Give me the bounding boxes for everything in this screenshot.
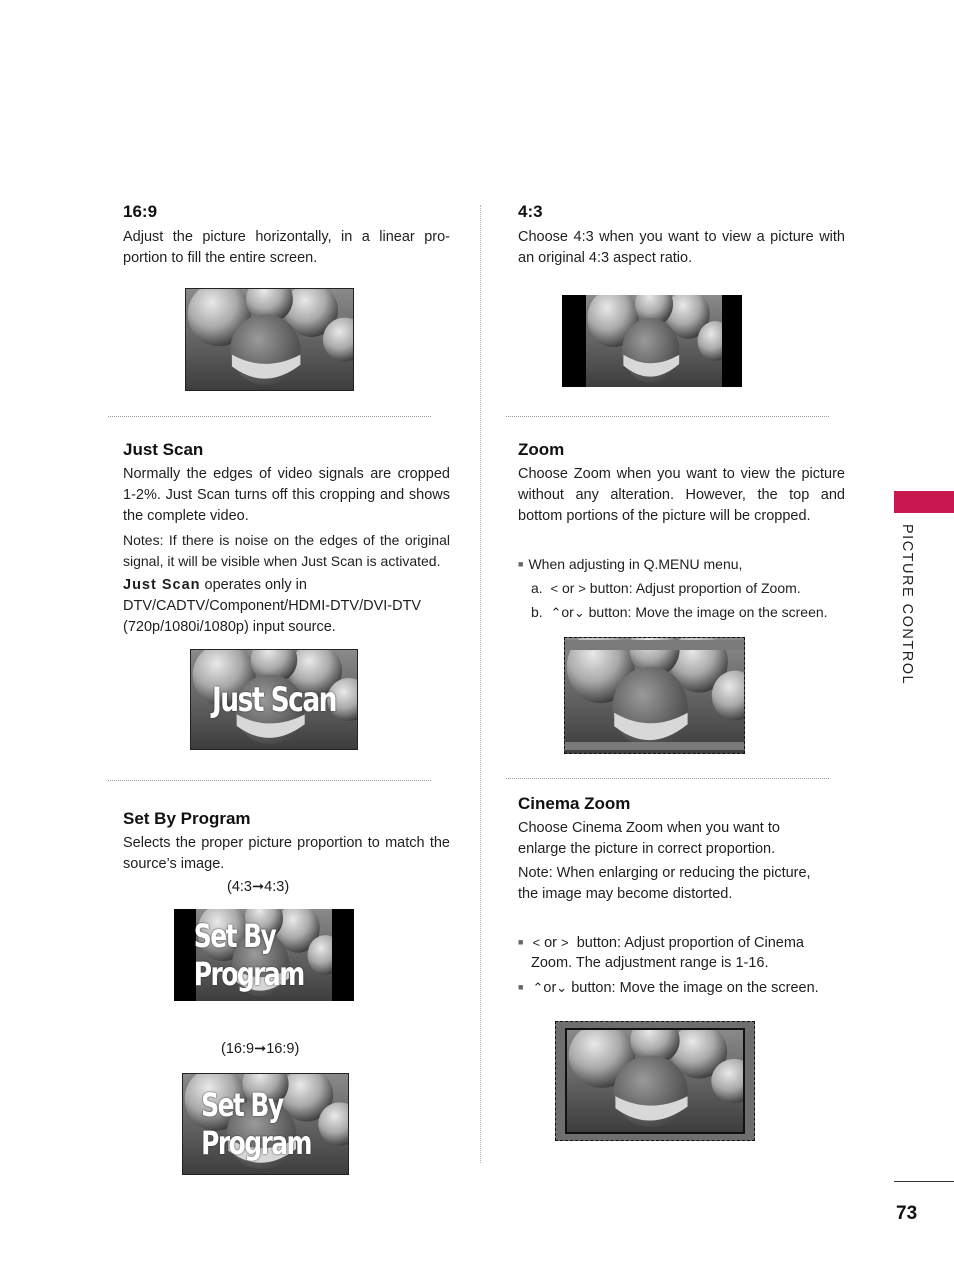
zoom-top-band — [565, 640, 744, 650]
image-set-by-program-16-9 — [182, 1073, 349, 1175]
image-just-scan — [190, 649, 358, 750]
just-scan-overlay-text: Just Scan — [211, 679, 336, 720]
bullet-square-icon: ■ — [518, 937, 524, 947]
right-arrow-icon: > — [578, 581, 586, 596]
caption-4-3-to: 4:3) — [264, 879, 290, 895]
heading-4-3: 4:3 — [518, 202, 543, 221]
bullet-square-icon: ■ — [518, 982, 524, 992]
image-zoom — [564, 637, 745, 754]
zoom-item-b-prefix: b. — [531, 604, 543, 620]
heading-zoom: Zoom — [518, 440, 565, 459]
arrow-icon: ➞ — [254, 1041, 267, 1057]
left-arrow-icon: < — [532, 935, 541, 950]
body-set-by-program: Selects the proper picture proportion to match the source’s image. — [123, 835, 450, 872]
up-arrow-icon: ⌃ — [532, 980, 544, 995]
caption-16-9-to: 16:9) — [266, 1041, 300, 1057]
image-set-by-program-4-3 — [174, 909, 354, 1001]
caption-16-9-from: (16:9 — [221, 1041, 255, 1057]
caption-16-9 — [221, 1041, 299, 1057]
body-cinema-zoom — [518, 818, 848, 860]
down-arrow-icon: ⌄ — [556, 980, 568, 995]
image-cinema-zoom — [555, 1021, 755, 1141]
just-scan-sources — [123, 575, 458, 638]
or-text: or — [561, 580, 575, 596]
heading-cinema-zoom: Cinema Zoom — [518, 794, 631, 813]
zoom-item-b-text: button: Move the image on the screen. — [588, 604, 828, 620]
cinema-zoom-note-line2: the image may become distorted. — [518, 886, 733, 902]
separator — [506, 416, 829, 417]
body-zoom: Choose Zoom when you want to view the picture without any alteration. However, the top and bottom portions of the picture will be cropped. — [518, 466, 845, 524]
note-just-scan: Notes: If there is noise on the edges of the original signal, it will be visible when Just Scan is activated. — [123, 532, 450, 569]
cinema-zoom-bullet-1-line1: button: Adjust proportion of Cinema — [576, 935, 804, 951]
body-16-9: Adjust the picture horizontally, in a linear pro-portion to fill the entire screen. — [123, 229, 450, 266]
image-4-3 — [562, 295, 742, 387]
separator — [506, 778, 829, 779]
or-text: or — [543, 980, 557, 996]
set-by-program-overlay-text: Set By Program — [193, 917, 304, 993]
cinema-zoom-bullet-1 — [518, 932, 853, 954]
separator — [108, 780, 431, 781]
body-4-3: Choose 4:3 when you want to view a picture with an original 4:3 aspect ratio. — [518, 229, 845, 266]
or-text: or — [561, 604, 574, 620]
section-tab-marker — [894, 491, 954, 513]
column-divider — [480, 205, 481, 1163]
zoom-item-a-text: button: Adjust proportion of Zoom. — [589, 580, 801, 596]
cinema-zoom-bullet-2-text: button: Move the image on the screen. — [571, 980, 819, 996]
section-tab-label: PICTURE CONTROL — [899, 524, 915, 686]
page-number: 73 — [896, 1203, 918, 1224]
up-arrow-icon: ⌃ — [550, 605, 562, 620]
image-16-9 — [185, 288, 354, 391]
zoom-bullet — [518, 554, 858, 575]
separator — [108, 416, 431, 417]
heading-16-9: 16:9 — [123, 202, 158, 221]
left-arrow-icon: < — [550, 581, 559, 596]
zoom-item-b — [531, 602, 861, 623]
note-cinema-zoom — [518, 863, 848, 905]
or-text: or — [544, 935, 557, 951]
cinema-zoom-bullet-1-cont: Zoom. The adjustment range is 1-16. — [531, 955, 769, 971]
caption-4-3-from: (4:3 — [227, 879, 252, 895]
body-just-scan: Normally the edges of video signals are cropped 1-2%. Just Scan turns off this cropping and shows the complete video. — [123, 466, 450, 524]
cinema-zoom-body-line2: enlarge the picture in correct proportion. — [518, 841, 776, 857]
heading-set-by-program: Set By Program — [123, 809, 251, 828]
page-number-rule — [894, 1181, 954, 1182]
zoom-item-a — [531, 578, 861, 599]
right-arrow-icon: > — [561, 935, 569, 950]
just-scan-only-text: operates only in — [200, 577, 307, 593]
just-scan-sources-line1: DTV/CADTV/Component/HDMI-DTV/DVI-DTV — [123, 598, 422, 614]
just-scan-inline-label: Just Scan — [123, 577, 201, 593]
bullet-square-icon: ■ — [518, 559, 524, 569]
cinema-zoom-bullet-2 — [518, 977, 853, 999]
zoom-item-a-prefix: a. — [531, 580, 543, 596]
just-scan-sources-line2: (720p/1080i/1080p) input source. — [123, 619, 336, 635]
set-by-program-overlay-text: Set By Program — [201, 1086, 312, 1162]
down-arrow-icon: ⌄ — [573, 605, 585, 620]
cinema-zoom-body-line1: Choose Cinema Zoom when you want to — [518, 820, 780, 836]
caption-4-3 — [227, 879, 289, 895]
arrow-icon: ➞ — [252, 879, 265, 895]
zoom-bottom-band — [565, 742, 744, 750]
zoom-bullet-text: When adjusting in Q.MENU menu, — [528, 556, 743, 572]
heading-just-scan: Just Scan — [123, 440, 204, 459]
cinema-zoom-note-line1: Note: When enlarging or reducing the picture, — [518, 865, 811, 881]
